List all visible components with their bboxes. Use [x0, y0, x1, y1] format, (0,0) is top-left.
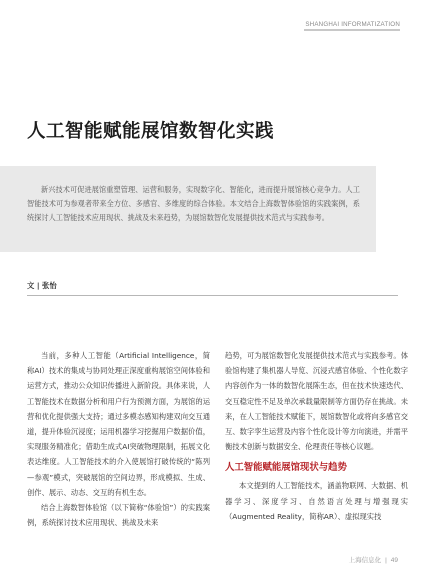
- abstract-box: [0, 166, 376, 252]
- header-rule: [304, 29, 400, 31]
- page-number: 49: [390, 557, 398, 564]
- right-column: [225, 348, 408, 524]
- body-paragraph: 当前，多种人工智能（Artificial Intelligence，简称AI）技术的集成与协同处理正深度重构展馆空间体验和运营方式，推动公众知识传播进入新阶段。具体来说，人工智能技术在数据分析和用户行为预测方面，为展馆的运营和优化提供强大支持；通过多模态感知构建双向交互通道，提升体验沉浸度；运用机器学习挖掘用户数据价值，实现服务精准化；借助生成式AI突破物理限制，拓展文化表达维度。人工智能技术的介入使展馆打破传统的“陈列—参观”模式，突破展馆的空间边界，形成模拟、生成、创作、展示、动态、交互的有机生态。: [27, 351, 210, 497]
- page-footer: [347, 555, 400, 564]
- abstract-text: 新兴技术可促进展馆重塑管理、运营和服务，实现数字化、智能化，进而提升展馆核心竞争力。人工智能技术可为参观者带来全方位、多感官、多维度的综合体验。本文结合上海数智体验馆的实践案例，系统探讨人工智能技术应用现状、挑战及未来趋势，为展馆数智化发展提供技术范式与实践参考。: [27, 185, 360, 223]
- body-paragraph: 结合上海数智体验馆（以下简称“体验馆”）的实践案例，系统探讨技术应用现状、挑战及未来: [27, 503, 210, 528]
- body-paragraph-continued: 趋势，可为展馆数智化发展提供技术范式与实践参考。体验馆构建了集机器人导览、沉浸式感官体验、个性化数字内容创作为一体的数智化展陈生态，但在技术快速迭代、交互稳定性不足及单次承载量限制等方面仍存在挑战。未来，在人工智能技术赋能下，展馆数智化或将向多感官交互、数字孪生运营及内容个性化设计等方向演进，并需平衡技术创新与数据安全、伦理责任等核心议题。: [225, 351, 408, 452]
- article-title: 人工智能赋能展馆数智化实践: [27, 121, 275, 142]
- section-heading: 人工智能赋能展馆现状与趋势: [225, 462, 347, 474]
- author-rule: [27, 295, 398, 296]
- publication-name: 上海信息化: [348, 557, 382, 564]
- section-label: SHANGHAI INFORMATIZATION: [305, 21, 400, 28]
- left-column: [27, 348, 210, 530]
- footer-separator: |: [385, 557, 387, 564]
- body-paragraph: 本文提到的人工智能技术，涵盖物联网、大数据、机器学习、深度学习、自然语言处理与增强现实（Augmented Reality，简称AR）、虚拟现实技: [225, 481, 408, 521]
- author-byline: 文 | 张怡: [27, 281, 57, 290]
